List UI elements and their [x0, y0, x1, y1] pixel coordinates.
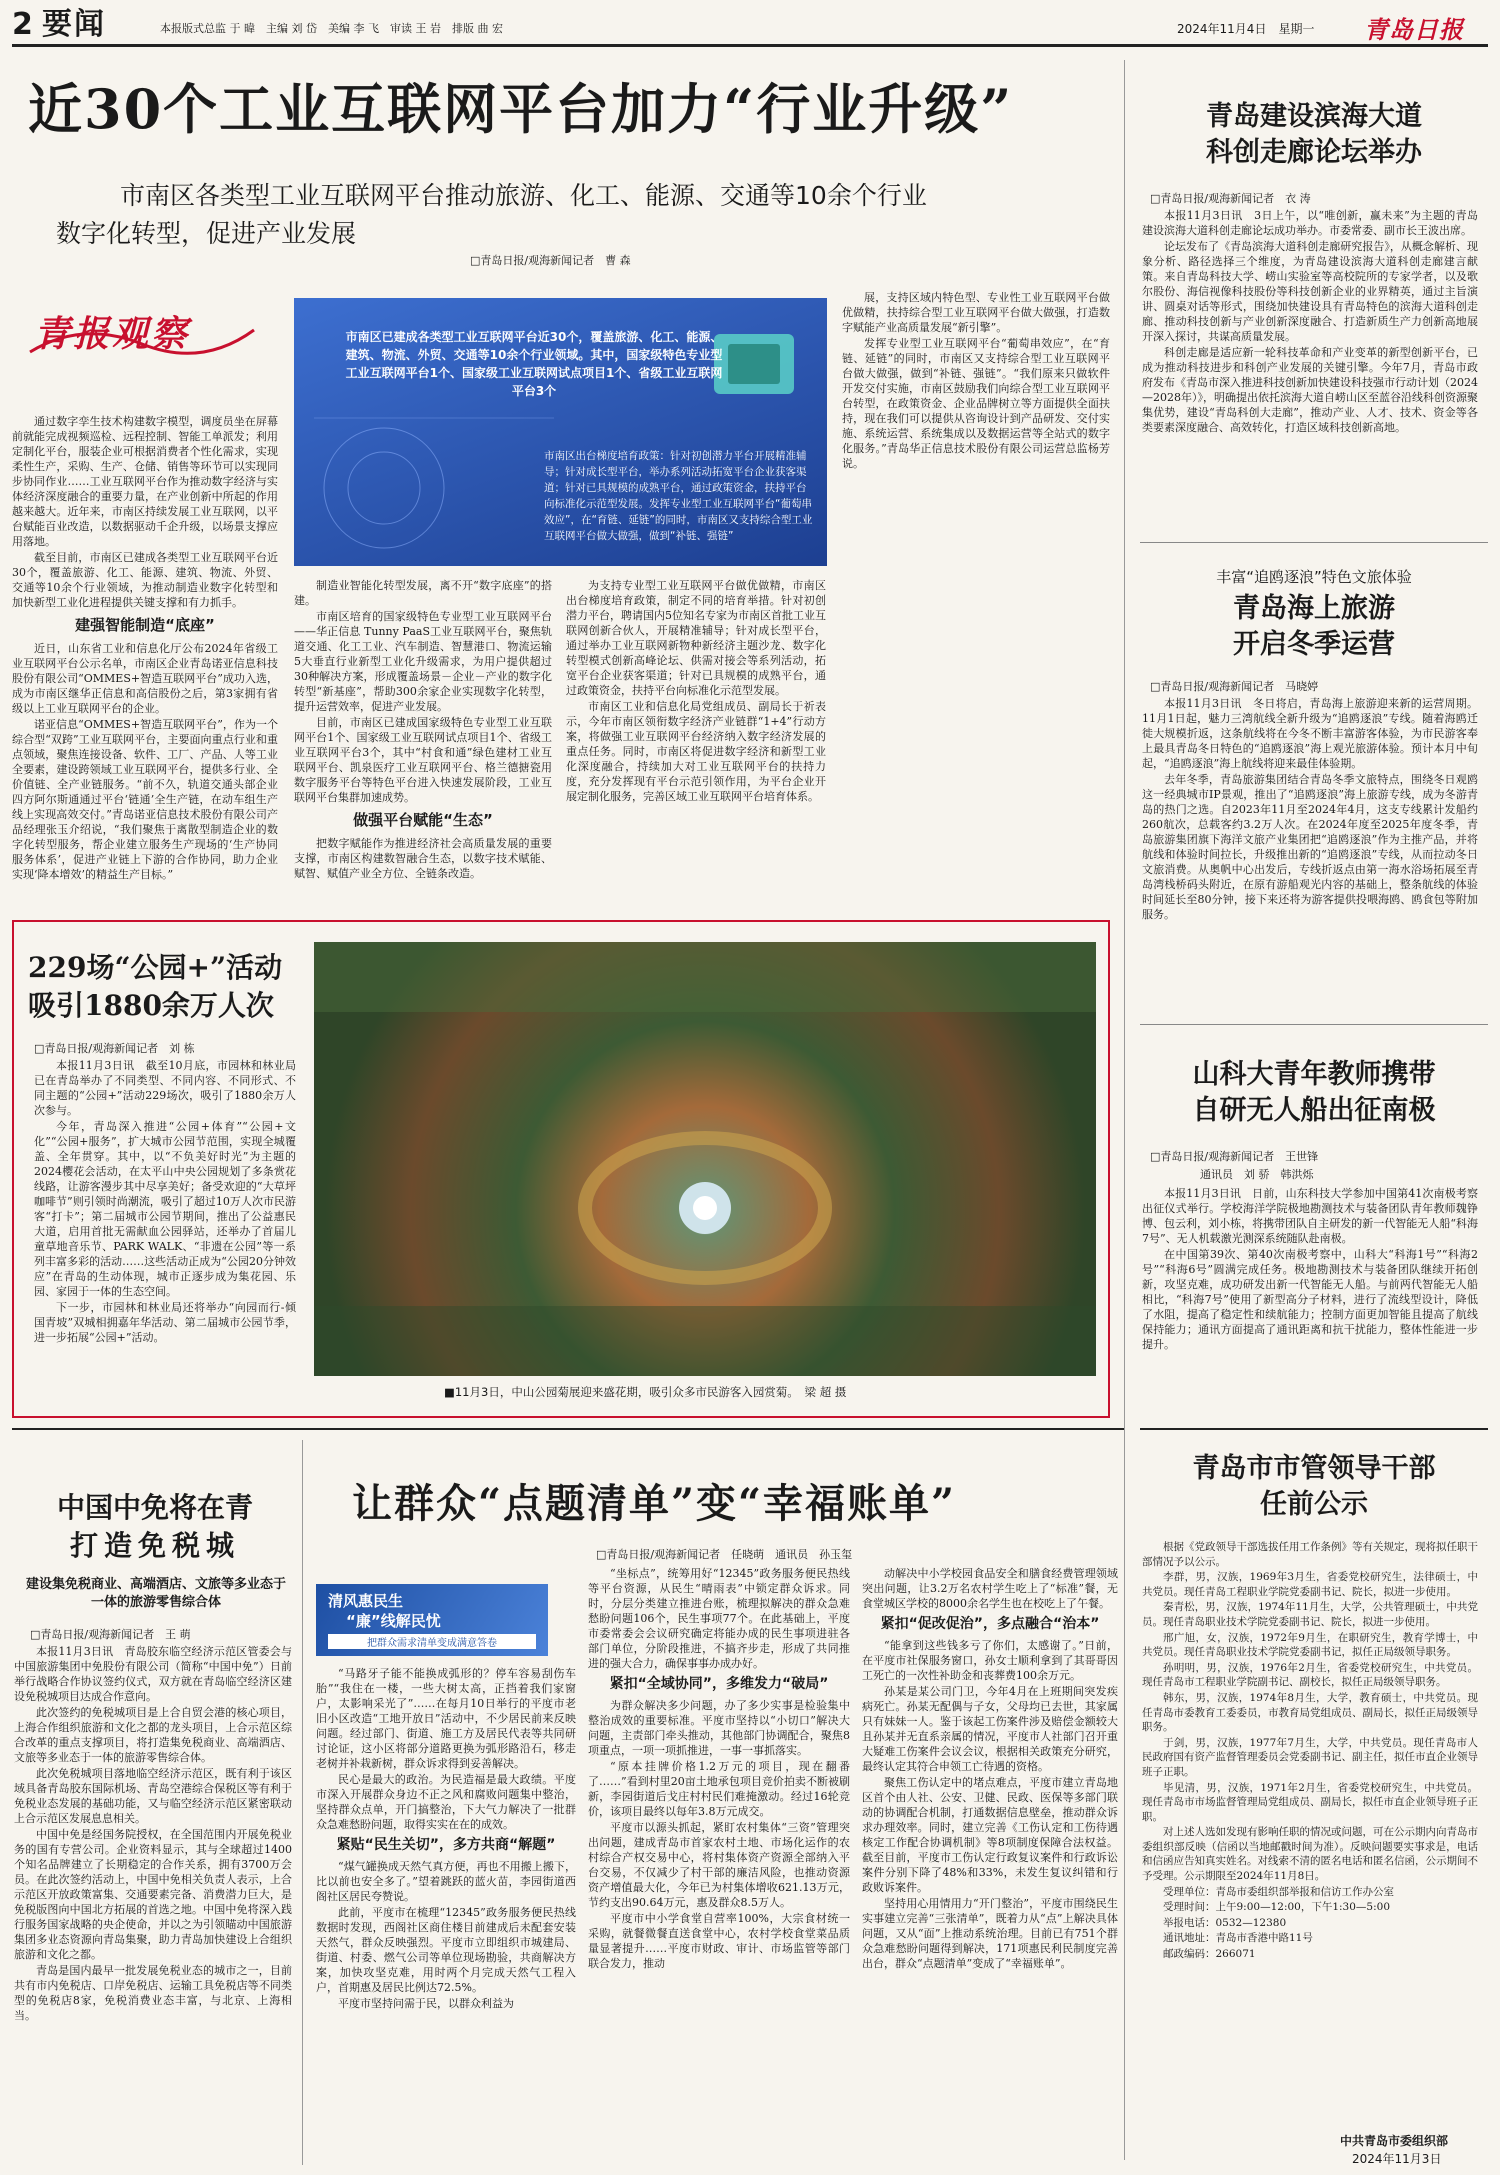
dutyfree-subtitle: 建设集免税商业、高端酒店、文旅等多业态于一体的旅游零售综合体: [25, 1577, 286, 1610]
park-byline: □青岛日报/观海新闻记者 刘 栋: [34, 1042, 195, 1055]
winter-rule: [1140, 1024, 1488, 1025]
shankeda-title-1: 山科大青年教师携带: [1192, 1059, 1436, 1090]
notice-top-rule: [1140, 1428, 1488, 1430]
checklist-byline: □青岛日报/观海新闻记者 任晓萌 通讯员 孙玉玺: [596, 1548, 853, 1561]
dutyfree-byline: □青岛日报/观海新闻记者 王 萌: [30, 1628, 191, 1641]
checklist-headline: 让群众“点题清单”变“幸福账单”: [352, 1480, 957, 1527]
masthead-rule: [12, 44, 1488, 47]
lead-column-4: 展，支持区域内特色型、专业性工业互联网平台做优做精，扶持综合型工业互联网平台做大做强，打造数字赋能产业高质量发展“新引擎”。 发挥专业型工业互联网平台“葡萄串效应”，在“育链、延链”的同时，市南区又支持综合型工业互联网平台做大做强，做到“补链、强链”。“我们原来只做软件开发交付实施，市南区鼓励我们向综合型工业互联网平台转型，在政策资金、企业品牌树立等方面提供全面扶持，现在我们可以提供从咨询设计到产品研发、交付实施、系统运营、系统集成以及数据运营等全站式的数字化服务。”青岛华正信息技术股份有限公司运营总监杨芳说。: [842, 291, 1110, 470]
badge-line-2: “廉”线解民忧: [346, 1612, 441, 1630]
infographic-text-mid: 市南区出台梯度培育政策：针对初创潜力平台开展精准辅导；针对成长型平台，举办系列活动拓宽平台企业获客渠道；针对已具规模的成熟平台，通过政策资金，扶持平台向标准化示范型发展。发挥专业型工业互联网平台“葡萄串效应”，在“育链、延链”的同时，市南区又支持综合型工业互联网平台做大做强，做到“补链、强链”: [544, 450, 813, 542]
lead-subhead-2: 做强平台赋能“生态”: [353, 811, 493, 829]
notice-contact: 举报电话：0532—12380: [1163, 1916, 1287, 1929]
notice-person: 邢广旭，女，汉族，1972年9月生，在职研究生，教育学博士，中共党员。现任青岛职业技术学院党委副书记，拟任正局级领导职务。: [1142, 1631, 1478, 1659]
checklist-subhead-3: 紧扣“促改促治”，多点融合“治本”: [880, 1616, 1100, 1632]
notice-title-1: 青岛市市管领导干部: [1192, 1453, 1436, 1484]
notice-person: 李群，男，汉族，1969年3月生，省委党校研究生，法律硕士，中共党员。现任青岛工程职业学院党委副书记、院长，拟进一步使用。: [1142, 1571, 1478, 1598]
newspaper-logo: 青岛日报: [1364, 15, 1464, 44]
binhai-title-1: 青岛建设滨海大道: [1206, 101, 1422, 132]
dutyfree-divider: [302, 1440, 303, 2165]
dutyfree-body: 本报11月3日讯 青岛胶东临空经济示范区管委会与中国旅游集团中免股份有限公司（简称“中国中免”）日前举行战略合作协议签约仪式，双方就在青岛临空经济区建设免税城项目达成合作意向。 此次签约的免税城项目是上合自贸会港的核心项目，上海合作组织旅游和文化之都的龙头项目，上合示范区综合改革的重点支撑项目，将打造集免税商业、高端酒店、文旅等多业态于一体的旅游零售综合体。 此次免税城项目落地临空经济示范区，既有利于该区域具备青岛胶东国际机场、青岛空港综合保税区等有利于免税业态发展的基础功能，又与临空经济示范区紧密联动上合示范区发展息息相关。 中国中免是经国务院授权，在全国范围内开展免税业务的国有专营公司。企业资料显示，其与全球超过1400个知名品牌建立了长期稳定的合作关系，拥有3700万会员。在此次签约活动上，中国中免相关负责人表示，上合示范区开放政策富集、交通要素完备、消费潜力巨大，是免税版图向中国北方拓展的首选之地。中国中免将深入践行服务国家战略的央企使命，并以之为引领瞄动中国旅游集团多业态资源向青岛集聚，助力青岛加快建设上合组织旅游和文化之都。 青岛是国内最早一批发展免税业态的城市之一，目前共有市内免税店、口岸免税店、运输工具免税店等不同类型的免税店8家，免税消费业态丰富，与北京、上海相当。: [14, 1645, 292, 2022]
shankeda-byline-2: 通讯员 刘 骄 韩洪烁: [1200, 1168, 1314, 1181]
park-aerial-photo: [314, 942, 1096, 1376]
winter-title-2: 开启冬季运营: [1233, 629, 1395, 660]
notice-contact: 通讯地址：青岛市香港中路11号: [1163, 1932, 1313, 1945]
lead-subtitle-1: 市南区各类型工业互联网平台推动旅游、化工、能源、交通等10余个行业: [120, 181, 927, 210]
checklist-column-3: 动解决中小学校园食品安全和膳食经费管理领域突出问题，让3.2万名农村学生吃上了“标准”餐，无食堂城区学校的8000余名学生也在校吃上了午餐。 紧扣“促改促治”，多点融合“治本” “能拿到这些钱多亏了你们，太感谢了。”日前，在平度市社保服务窗口，孙女士顺利拿到了其哥哥因工死亡的一次性补助金和丧葬费100余万元。 孙某是某公司门卫，今年4月在上班期间突发疾病死亡。孙某无配偶与子女，父母均已去世，其家属只有妹妹一人。鉴于该起工伤案件涉及赔偿金额较大且孙某并无直系亲属的情况，平度市人社部门召开重大疑难工伤案件会议会议，根据相关政策充分研究，最终认定其符合申领工亡待遇的资格。 聚焦工伤认定中的堵点难点，平度市建立青岛地区首个由人社、公安、卫健、民政、医保等多部门联动的协调配合机制，打通数据信息壁垒，推动群众诉求办理效率。同时，建立完善《工伤认定和工伤待遇核定工作配合协调机制》等8项制度保障合法权益。截至目前，平度市工伤认定行政复议案件和行政诉讼案件分别下降了48%和33%，未发生复议纠错和行政败诉案件。 坚持用心用情用力“开门整治”，平度市围绕民生实事建立完善“三张清单”，既着力从“点”上解决具体问题，又从“面”上推动系统治理。目前已有751个群众急难愁盼问题得到解决，171项惠民利民制度完善出台，群众“点题清单”变成了“幸福账单”。: [862, 1567, 1118, 1970]
right-column-divider: [1124, 60, 1125, 2160]
lead-column-1: 通过数字孪生技术构建数字模型，调度员坐在屏幕前就能完成视频巡检、远程控制、智能工单派发；利用定制化平台，服装企业可根据消费者个性化需求，实现柔性生产，采购、生产、仓储、销售等环节可以实现同步协同作业……工业互联网平台作为推动数字经济与实体经济深度融合的重要力量，在产业创新中所起的作用越来越大。近年来，市南区持续发展工业互联网，以平台赋能百业改造，以数据驱动千企升级，以场景支撑应用落地。 截至目前，市南区已建成各类型工业互联网平台近30个，覆盖旅游、化工、能源、建筑、物流、外贸、交通等10余个行业领域，为推动制造业数字化转型和加快新型工业化进程提供关键支撑和有力抓手。 建强智能制造“底座” 近日，山东省工业和信息化厅公布2024年省级工业互联网平台公示名单，市南区企业青岛诺亚信息科技股份有限公司“OMMES+智造互联网平台”成功入选，成为市南区继华正信息和高信股份之后，第3家拥有省级以上工业互联网平台的企业。 诺亚信息“OMMES+智造互联网平台”，作为一个综合型“双跨”工业互联网平台，主要面向重点行业和重点领域，聚焦连接设备、软件、工厂、产品、人等工业全要素，建设跨领域工业互联网平台，提供多行业、全价值链、全产业链服务。“前不久，轨道交通头部企业四方阿尔斯通通过平台‘链通’全生产链，在动车组生产线上实现高效交付。”青岛诺亚信息技术股份有限公司产品经理张玉介绍说，“我们聚焦于离散型制造企业的数字化转型服务，帮企业建立服务生产现场的‘生产协同服务体系’，促进产业链上下游的合作协同，助力企业实现‘降本增效’的精益生产目标。”: [12, 415, 278, 881]
notice-contact: 受理单位：青岛市委组织部举报和信访工作办公室: [1163, 1885, 1394, 1898]
masthead: [12, 8, 1488, 44]
park-title-1: 229场“公园+”活动: [28, 951, 283, 984]
notice-person: 秦青松，男，汉族，1974年11月生，大学，公共管理硕士，中共党员。现任青岛职业技术学院党委副书记、院长，拟进一步使用。: [1142, 1601, 1478, 1628]
winter-title-1: 青岛海上旅游: [1233, 593, 1395, 624]
lead-subtitle-2: 数字化转型，促进产业发展: [56, 219, 357, 248]
shankeda-byline: □青岛日报/观海新闻记者 王世锋: [1150, 1150, 1319, 1163]
checklist-subhead-2: 紧扣“全域协同”，多维发力“破局”: [609, 1676, 829, 1692]
binhai-title-2: 科创走廊论坛举办: [1206, 137, 1422, 168]
park-photo-illustration: [314, 942, 1096, 1376]
winter-kicker: 丰富“追鸥逐浪”特色文旅体验: [1216, 568, 1412, 586]
badge-line-1: 清风惠民生: [328, 1592, 404, 1610]
park-body: 本报11月3日讯 截至10月底，市园林和林业局已在青岛举办了不同类型、不同内容、不同形式、不同主题的“公园+”活动229场次，吸引了1880余万人次参与。 今年，青岛深入推进“公园+体育”“公园+文化”“公园+服务”，扩大城市公园节范围，实现全城覆盖、全年贯穿。其中，以“不负美好时光”为主题的2024樱花会活动，在太平山中央公园规划了多条赏花线路，让游客漫步其中尽享美好；备受欢迎的“大草坪咖啡节”则引领时尚潮流，吸引了超过10万人次市民游客“打卡”；第二届城市公园节期间，推出了公益惠民大道，启用首批无需献血公园驿站，还举办了首届儿童草地音乐节、PARK WALK、“非遗在公园”等一系列丰富多彩的活动……这些活动正成为“公园20分钟效应”在青岛的生动体现，城市正逐步成为集花园、乐园、家园于一体的生态空间。 下一步，市园林和林业局还将举办“向园而行-倾国青坡”双城相拥嘉年华活动、第二届城市公园节季，进一步拓展“公园+”活动。: [34, 1059, 296, 1344]
lead-infographic: [294, 298, 827, 566]
bottom-section-rule: [12, 1428, 1124, 1430]
binhai-byline: □青岛日报/观海新闻记者 衣 涛: [1150, 192, 1311, 205]
infographic-text-top: 市南区已建成各类型工业互联网平台近30个，覆盖旅游、化工、能源、建筑、物流、外贸、交通等10余个行业领域。其中，国家级特色专业型工业互联网平台1个、国家级工业互联网试点项目1个、省级工业互联网平台3个: [345, 330, 723, 398]
lead-headline: 近30个工业互联网平台加力“行业升级”: [28, 77, 1014, 141]
page-number: 2: [12, 7, 33, 42]
park-feature-box: [12, 920, 1110, 1418]
notice-signature: 中共青岛市委组织部: [1340, 2134, 1449, 2148]
shankeda-title-2: 自研无人船出征南极: [1192, 1095, 1436, 1126]
binhai-body: 本报11月3日讯 3日上午，以“唯创新，赢未来”为主题的青岛建设滨海大道科创走廊论坛成功举办。市委常委、副市长王波出席。 论坛发布了《青岛滨海大道科创走廊研究报告》，从概念解析、现象分析、路径选择三个维度，为青岛建设滨海大道科创走廊建言献策。来自青岛科技大学、崂山实验室等高校院所的专家学者，以及歌尔股份、海信视像科技股份等科技创新企业的业界精英，通过主旨演讲、圆桌对话等形式，围绕加快建设具有青岛特色的滨海大道科创走廊、推动科技创新与产业创新深度融合、打造新质生产力创新高地展开深入探讨，共谋高质量发展。 科创走廊是适应新一轮科技革命和产业变革的新型创新平台，已成为推动科技进步和科创产业发展的关键引擎。今年7月，青岛市政府发布《青岛市深入推进科技创新加快建设科技强市行动计划（2024—2028年）》，明确提出依托滨海大道自崂山区至蓝谷沿线科创资源聚集优势，建设“青岛科创大走廊”，推动产业、人才、技术、资金等各类要素深度融合、高效转化，打造区域科技创新高地。: [1142, 209, 1478, 434]
binhai-rule: [1140, 542, 1488, 543]
notice-sign-date: 2024年11月3日: [1352, 2152, 1442, 2166]
winter-byline: □青岛日报/观海新闻记者 马晓婷: [1150, 680, 1319, 693]
checklist-badge: [316, 1584, 548, 1656]
checklist-subhead-1: 紧贴“民生关切”，多方共商“解题”: [336, 1837, 556, 1853]
badge-line-3: 把群众需求清单变成满意答卷: [328, 1634, 536, 1649]
notice-title-2: 任前公示: [1260, 1489, 1368, 1520]
notice-person: 韩东，男，汉族，1974年8月生，大学，教育硕士，中共党员。现任青岛市委教育工委委员，市教育局党组成员、副局长，拟任正局级领导职务。: [1142, 1691, 1478, 1734]
notice-body: 根据《党政领导干部选拔任用工作条例》等有关规定，现将拟任职干部情况予以公示。 李群，男，汉族，1969年3月生，省委党校研究生，法律硕士，中共党员。现任青岛工程职业学院党委副书记、院长，拟进一步使用。 秦青松，男，汉族，1974年11月生，大学，公共管理硕士，中共党员。现任青岛职业技术学院党委副书记、院长，拟进一步使用。 邢广旭，女，汉族，1972年9月生，在职研究生，教育学博士，中共党员。现任青岛职业技术学院党委副书记，拟任正局级领导职务。 孙明明，男，汉族，1976年2月生，省委党校研究生，中共党员。现任青岛市工程职业学院副书记、副校长，拟任正局级领导职务。 韩东，男，汉族，1974年8月生，大学，教育硕士，中共党员。现任青岛市委教育工委委员，市教育局党组成员、副局长，拟任正局级领导职务。 于剑，男，汉族，1977年7月生，大学，中共党员。现任青岛市人民政府国有资产监督管理委员会党委副书记、副主任，拟任市直企业领导班子正职。 毕见清，男，汉族，1971年2月生，省委党校研究生，中共党员。现任青岛市市场监督管理局党组成员、副局长，拟任市直企业领导班子正职。 对上述人选如发现有影响任职的情况或问题，可在公示期内向青岛市委组织部反映（信函以当地邮戳时间为准）。反映问题要实事求是，电话和信函应告知真实姓名。对线索不清的匿名电话和匿名信函，公示期间不予受理。公示期限至2024年11月8日。 受理单位：青岛市委组织部举报和信访工作办公室 受理时间：上午9:00—12:00，下午1:30—5:00 举报电话：0532—12380 通讯地址：青岛市香港中路11号 邮政编码：266071: [1142, 1541, 1478, 1961]
logo-text: 青报观察: [34, 313, 191, 355]
qingbao-observation-logo: [22, 300, 262, 364]
notice-contact: 受理时间：上午9:00—12:00，下午1:30—5:00: [1163, 1901, 1390, 1914]
shankeda-body: 本报11月3日讯 日前，山东科技大学参加中国第41次南极考察出征仪式举行。学校海洋学院极地勘测技术与装备团队青年教师魏铮博、包云利，刘小栋，将携带团队自主研发的新一代智能无人船“科海7号”、无人机载激光测深系统随队赴南极。 在中国第39次、第40次南极考察中，山科大“科海1号”“科海2号”“科海6号”圆满完成任务。极地勘测技术与装备团队继续开拓创新，攻坚克难，成功研发出新一代智能无人船。与前两代智能无人船相比，“科海7号”使用了新型高分子材料，进行了流线型设计，降低了水阻，提高了稳定性和续航能力；控制方面更加智能且提高了航线保持能力；通讯方面提高了通讯距离和抗干扰能力，整体性能进一步提升。: [1142, 1187, 1478, 1351]
lead-column-2: 制造业智能化转型发展，离不开“数字底座”的搭建。 市南区培育的国家级特色专业型工业互联网平台——华正信息 Tunny PaaS工业互联网平台，聚焦轨道交通、化工工业、汽车制造、智慧港口、物流运输5大垂直行业新型工业化升级需求，为用户提供超过30种解决方案，形成覆盖场景－企业－产业的数字化转型“新基座”，帮助300余家企业实现数字化转型，提升运营效率，促进产业发展。 目前，市南区已建成国家级特色专业型工业互联网平台1个、国家级工业互联网试点项目1个、省级工业互联网平台3个，其中“村食和通”绿色建材工业互联网平台、凯泉医疗工业互联网平台、格兰德搪瓷用数字服务平台等特色平台进入快速发展阶段，工业互联网平台集群加速成势。 做强平台赋能“生态” 把数字赋能作为推进经济社会高质量发展的重要支撑，市南区构建数智融合生态，以数字技术赋能、赋智、赋值产业全方位、全链条改造。: [294, 579, 552, 880]
lead-column-3: 为支持专业型工业互联网平台做优做精，市南区出台梯度培育政策，制定不同的培育举措。针对初创潜力平台，聘请国内5位知名专家为市南区首批工业互联网创新合伙人，开展精准辅导；针对成长型平台，通过举办工业互联网新物种新经济主题沙龙、数字化转型模式创新高峰论坛、供需对接会等系列活动，拓宽平台企业获客渠道；针对已具规模的成熟平台，通过政策资金，扶持平台向标准化示范型发展。 市南区工业和信息化局党组成员、副局长于祈表示，今年市南区领衔数字经济产业链群“1+4”行动方案，将做强工业互联网平台经济纳入数字经济发展的重点任务。同时，市南区将促进数字经济和新型工业化深度融合，持续加大对工业互联网平台的扶持力度，充分发挥现有平台示范引领作用，为平台企业开展定制化服务，完善区域工业互联网平台培育体系。: [566, 579, 826, 803]
lead-subhead-1: 建强智能制造“底座”: [75, 616, 215, 634]
notice-person: 毕见清，男，汉族，1971年2月生，省委党校研究生，中共党员。现任青岛市市场监督管理局党组成员、副局长，拟任市直企业领导班子正职。: [1142, 1781, 1478, 1823]
notice-person: 于剑，男，汉族，1977年7月生，大学，中共党员。现任青岛市人民政府国有资产监督管理委员会党委副书记、副主任，拟任市直企业领导班子正职。: [1142, 1736, 1478, 1778]
lead-byline: □青岛日报/观海新闻记者 曹 森: [470, 254, 631, 267]
dutyfree-title-1: 中国中免将在青: [56, 1491, 253, 1524]
park-photo-caption: ■11月3日，中山公园菊展迎来盛花期，吸引众多市民游客入园赏菊。 梁 超 摄: [444, 1385, 847, 1399]
park-title-2: 吸引1880余万人次: [28, 989, 274, 1022]
section-name: 要闻: [42, 7, 106, 42]
notice-contact: 邮政编码：266071: [1163, 1948, 1256, 1961]
notice-person: 孙明明，男，汉族，1976年2月生，省委党校研究生，中共党员。现任青岛市工程职业学院副书记、副校长，拟任正局级领导职务。: [1142, 1661, 1478, 1689]
winter-body: 本报11月3日讯 冬日将启，青岛海上旅游迎来新的运营周期。11月1日起，魅力三湾航线全新升级为“追鸥逐浪”专线。随着海鸥迁徙大规模折返，这条航线将在今冬不断丰富游客体验，为市民游客奉上最具青岛冬日特色的“追鸥逐浪”海上观光旅游体验。预计本月中旬起，“追鸥逐浪”海上航线将迎来最佳体验期。 去年冬季，青岛旅游集团结合青岛冬季文旅特点，围绕冬日观鸥这一经典城市IP景观，推出了“追鸥逐浪”海上旅游专线，成为冬游青岛的热门之选。自2023年11月至2024年4月，这支专线累计发船约260航次，总载客约3.2万人次。在2024年度至2025年度冬季，青岛旅游集团旗下海洋文旅产业集团把“追鸥逐浪”作为主推产品，并将航线和体验时间拉长，升级推出新的“追鸥逐浪”专线，从而拉动冬日文旅消费。从奥帆中心出发后，专线折返点由第一海水浴场拓展至青岛湾栈桥码头附近，在原有游船观光内容的基础上，整条航线的体验时间延长至80分钟，接下来还将为游客提供投喂海鸥、鸥食包等附加服务。: [1142, 697, 1478, 921]
checklist-column-2: “坐标点”，统筹用好“12345”政务服务便民热线等平台资源，从民生“晴雨表”中锁定群众诉求。同时，分层分类建立推进台账，梳理拟解决的群众急难愁盼问题106个，民生事项77个。在此基础上，平度市委常委会会议研究确定将能办成的民生事项进驻各部门单位，分阶段推进，不搞齐步走，形成了共同推进的强大合力，确保事事办成办好。 紧扣“全域协同”，多维发力“破局” 为群众解决多少问题，办了多少实事是检验集中整治成效的重要标准。平度市坚持以“小切口”解决大问题，主责部门牵头推动，其他部门协调配合，聚焦8项重点，一项一项抓推进，一事一事抓落实。 “原本挂牌价格1.2万元的项目，现在翻番了……”看到村里20亩土地承包项目竞价拍卖不断被刷新，李园街道后戈庄村村民们难掩激动。经过16轮竞价，该项目最终以每年3.8万元成交。 平度市以源头抓起，紧盯农村集体“三资”管理突出问题，建成青岛市首家农村土地、市场化运作的农村综合产权交易中心，将村集体资产资源全部纳入平台交易，不仅减少了村干部的廉洁风险，也推动资源资产增值最大化，今年已为村集体增收621.13万元，节约支出90.64万元，惠及群众8.5万人。 平度市中小学食堂自营率100%，大宗食材统一采购，就餐微餐直送食堂中心，农村学校食堂菜品质量显著提升……平度市财政、审计、市场监管等部门联合发力，推动: [588, 1567, 850, 1970]
checklist-column-1: “马路牙子能不能换成弧形的？停车容易刮伤车胎”“我住在一楼，一些大树太高，正挡着我们家窗户，太影响采光了”……在每月10日举行的平度市老旧小区改造“工地开放日”活动中，不少居民前来反映问题。经过部门、街道、施工方及居民代表等共同研讨论证，这小区将部分道路更换为弧形路沿石，移走老树并补栽新树，群众诉求得到妥善解决。 民心是最大的政治。为民造福是最大政绩。平度市深入开展群众身边不正之风和腐败问题集中整治，坚持群众点单，开门搞整治，下大气力解决了一批群众急难愁盼问题，取得实实在在的成效。 紧贴“民生关切”，多方共商“解题” “煤气罐换成天然气真方便，再也不用搬上搬下，比以前也安全多了。”望着跳跃的蓝火苗，李园街道西阁社区居民夸赞说。 此前，平度市在梳理“12345”政务服务便民热线数据时发现，西阁社区商住楼目前建成后未配套安装天然气，群众反映强烈。平度市立即组织市城建局、街道、村委、燃气公司等单位现场勘验，共商解决方案，加快攻坚克难，用时两个月完成天然气工程入户，首期惠及居民比例达72.5%。 平度市坚持问需于民，以群众利益为: [316, 1667, 576, 2010]
issue-date: 2024年11月4日 星期一: [1177, 22, 1315, 36]
staff-credits: 本报版式总监 于 暐 主编 刘 岱 美编 李 飞 审读 王 岩 排版 曲 宏: [160, 22, 503, 35]
dutyfree-title-2: 打造免税城: [69, 1529, 240, 1562]
